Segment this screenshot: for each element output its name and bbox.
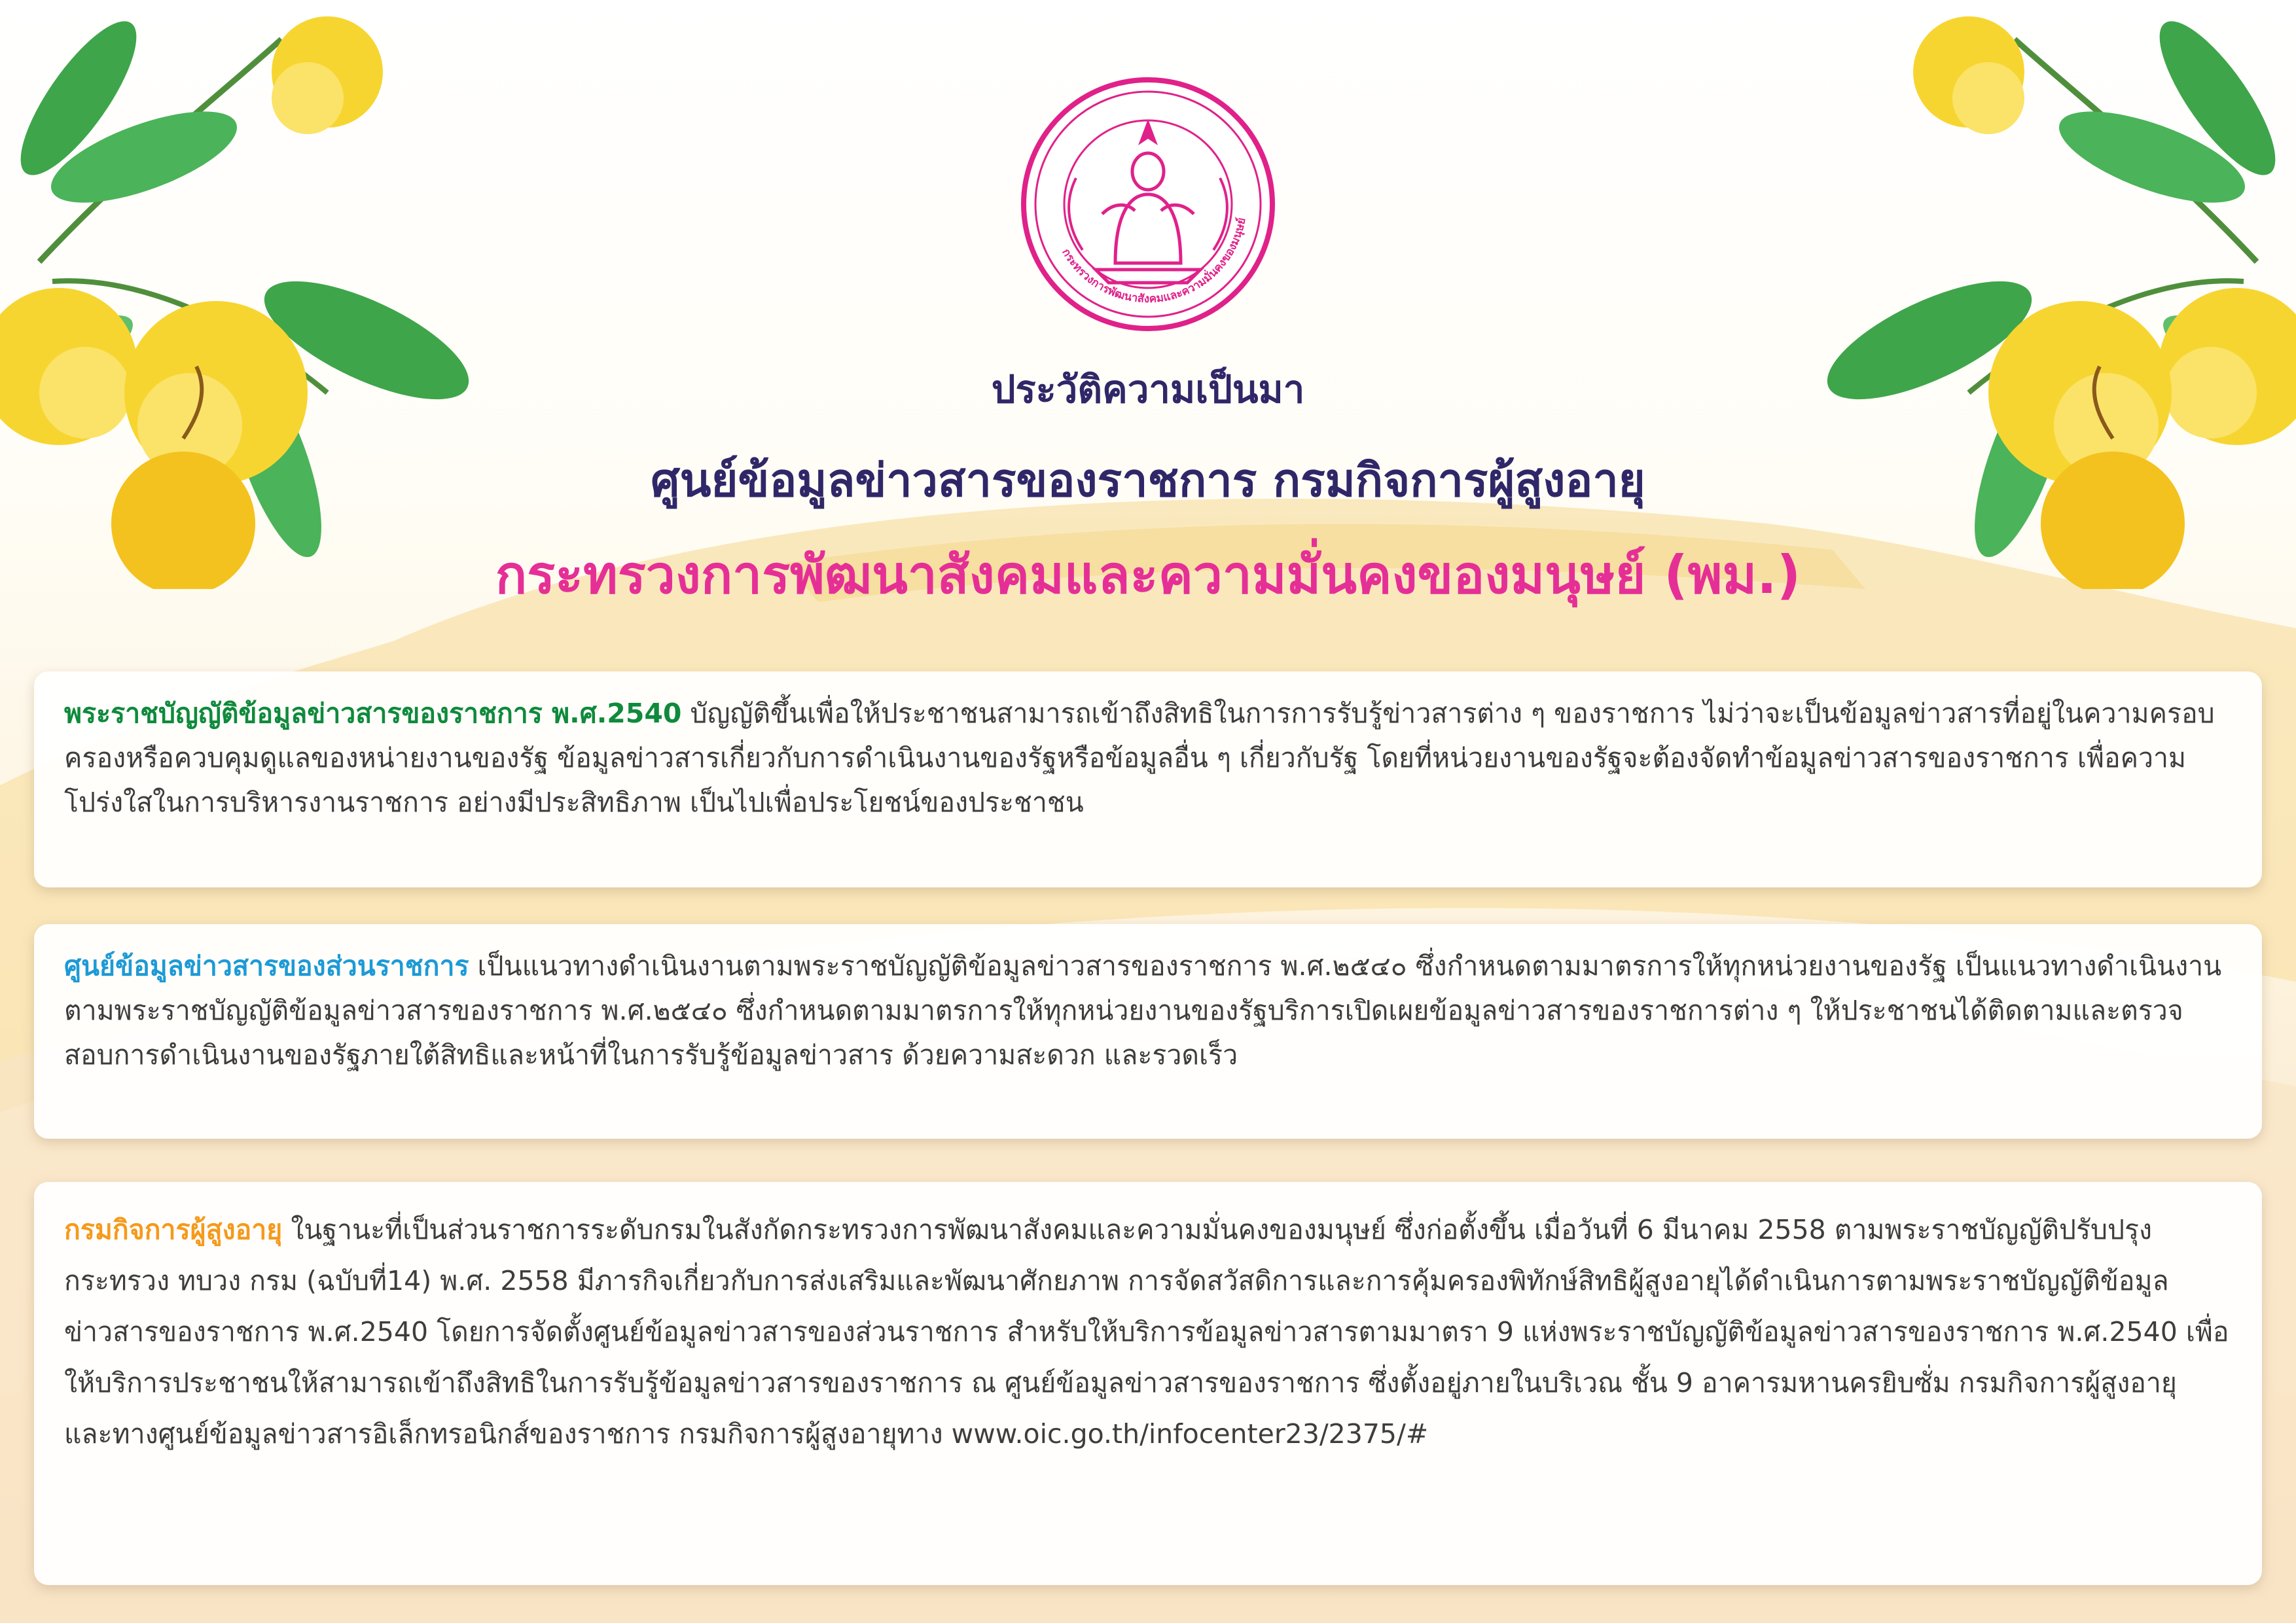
- info-card-text: [64, 691, 2231, 825]
- info-card-act: [34, 671, 2262, 887]
- info-card-body: ในฐานะที่เป็นส่วนราชการระดับกรมในสังกัดกระทรวงการพัฒนาสังคมและความมั่นคงของมนุษย์ ซึ่งก่อตั้งขึ้น เมื่อวันที่ 6 มีนาคม 2558 ตามพระราชบัญญัติปรับปรุงกระทรวง ทบวง กรม (ฉบับที่14) พ.ศ. 2558 มีภารกิจเกี่ยวกับการส่งเสริมและพัฒนาศักยภาพ การจัดสวัสดิการและการคุ้มครองพิทักษ์สิทธิผู้สูงอายุได้ดำเนินการตามพระราชบัญญัติข้อมูลข่าวสารของราชการ พ.ศ.2540 โดยการจัดตั้งศูนย์ข้อมูลข่าวสารของส่วนราชการ สำหรับให้บริการข้อมูลข่าวสารตามมาตรา 9 แห่งพระราชบัญญัติข้อมูลข่าวสารของราชการ พ.ศ.2540 เพื่อให้บริการประชาชนให้สามารถเข้าถึงสิทธิในการรับรู้ข้อมูลข่าวสารของราชการ ณ ศูนย์ข้อมูลข่าวสารของราชการ ซึ่งตั้งอยู่ภายในบริเวณ ชั้น 9 อาคารมหานครยิบซั่ม กรมกิจการผู้สูงอายุ และทางศูนย์ข้อมูลข่าวสารอิเล็กทรอนิกส์ของราชการ กรมกิจการผู้สูงอายุทาง www.oic.go.th/infocenter23/2375/#: [64, 1214, 2229, 1450]
- seal-ring-text: กระทรวงการพัฒนาสังคมและความมั่นคงของมนุษย์: [1059, 217, 1249, 306]
- page-title: ประวัติความเป็นมา: [991, 367, 1305, 412]
- ministry-seal-logo: [1017, 73, 1279, 335]
- info-card-text: [64, 944, 2231, 1077]
- info-card-lead: กรมกิจการผู้สูงอายุ: [64, 1214, 283, 1245]
- info-card-lead: ศูนย์ข้อมูลข่าวสารของส่วนราชการ: [64, 950, 469, 982]
- info-card-text: [64, 1204, 2231, 1459]
- info-card-body: เป็นแนวทางดำเนินงานตามพระราชบัญญัติข้อมูลข่าวสารของราชการ พ.ศ.๒๕๔๐ ซึ่งกำหนดตามมาตรการให้ทุกหน่วยงานของรัฐ เป็นแนวทางดำเนินงานตามพระราชบัญญัติข้อมูลข่าวสารของราชการ พ.ศ.๒๕๔๐ ซึ่งกำหนดตามมาตรการให้ทุกหน่วยงานของรัฐบริการเปิดเผยข้อมูลข่าวสารของราชการต่าง ๆ ให้ประชาชนได้ติดตามและตรวจสอบการดำเนินงานของรัฐภายใต้สิทธิและหน้าที่ในการรับรู้ข้อมูลข่าวสาร ด้วยความสะดวก และรวดเร็ว: [64, 950, 2222, 1071]
- info-card-lead: พระราชบัญญัติข้อมูลข่าวสารของราชการ พ.ศ.2540: [64, 698, 682, 729]
- info-card-department: [34, 1182, 2262, 1585]
- ministry-title: กระทรวงการพัฒนาสังคมและความมั่นคงของมนุษย์ (พม.): [495, 544, 1801, 605]
- info-card-info-center: [34, 924, 2262, 1139]
- info-card-body: บัญญัติขึ้นเพื่อให้ประชาชนสามารถเข้าถึงสิทธิในการการรับรู้ข่าวสารต่าง ๆ ของราชการ ไม่ว่าจะเป็นข้อมูลข่าวสารที่อยู่ในความครอบครองหรือควบคุมดูแลของหน่ายงานของรัฐ ข้อมูลข่าวสารเกี่ยวกับการดำเนินงานของรัฐหรือข้อมูลอื่น ๆ เกี่ยวกับรัฐ โดยที่หน่วยงานของรัฐจะต้องจัดทำข้อมูลข่าวสารของราชการ เพื่อความโปร่งใสในการบริหารงานราชการ อย่างมีประสิทธิภาพ เป็นไปเพื่อประโยชน์ของประชาชน: [64, 698, 2215, 818]
- page-subtitle: ศูนย์ข้อมูลข่าวสารของราชการ กรมกิจการผู้สูงอายุ: [651, 454, 1645, 507]
